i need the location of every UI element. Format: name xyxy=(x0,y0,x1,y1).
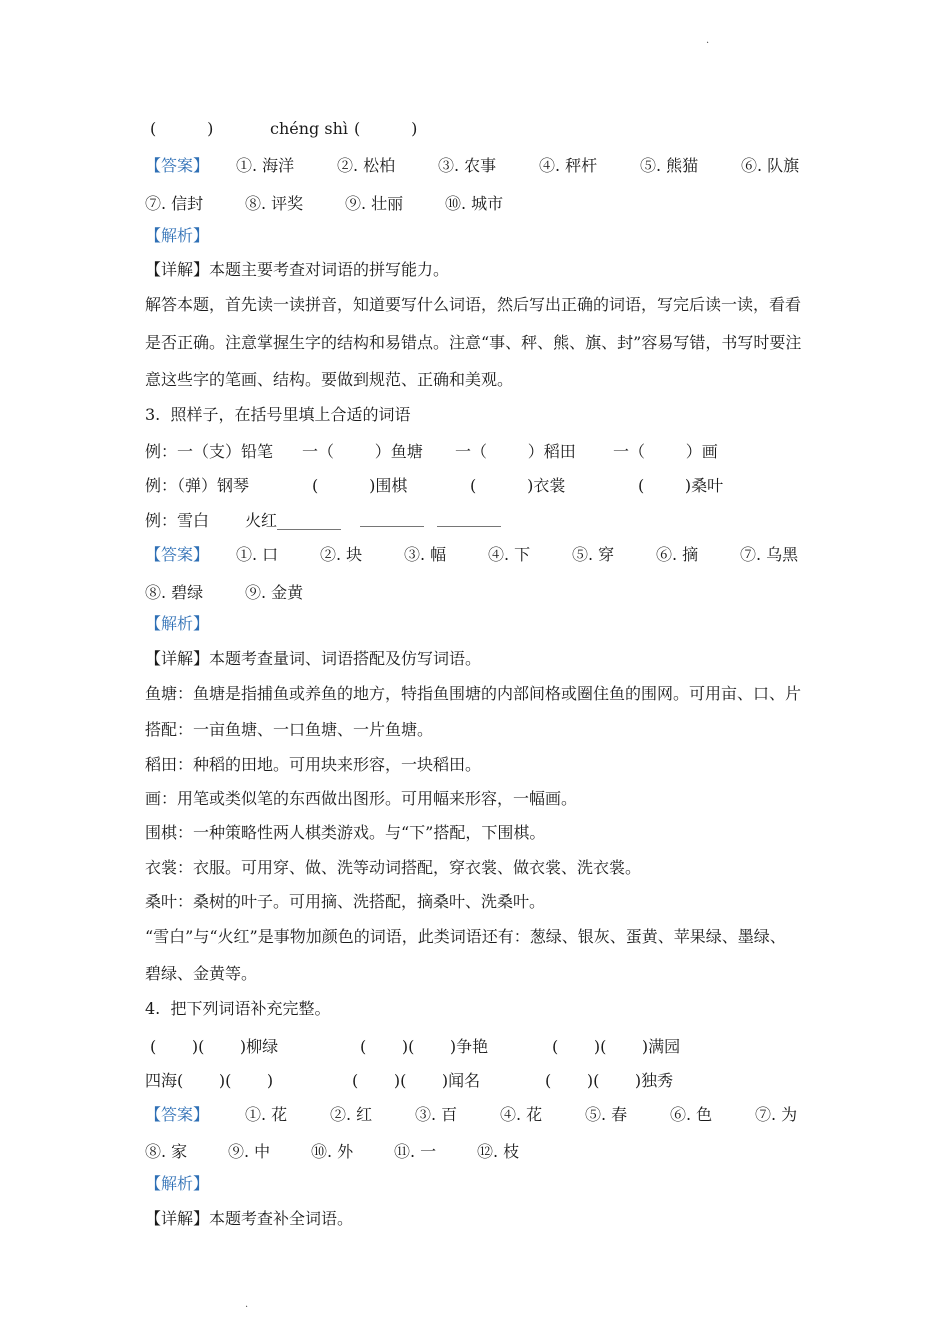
answer-item: ⑦. 信封 xyxy=(145,194,204,213)
example-item: 例：一（支）铅笔 xyxy=(145,442,274,461)
answer-item: ①. 口 xyxy=(236,545,279,564)
blank-item: ( )( )争艳 xyxy=(360,1037,489,1056)
blank-item: ( )( )闻名 xyxy=(352,1071,481,1090)
analysis-line: 鱼塘：鱼塘是指捕鱼或养鱼的地方，特指鱼围塘的内部间格或圈住鱼的围网。可用亩、口、片 xyxy=(145,684,802,703)
answer-item: ⑥. 队旗 xyxy=(741,156,800,175)
answer-item: ①. 花 xyxy=(245,1105,288,1124)
analysis-line: 画：用笔或类似笔的东西做出图形。可用幅来形容，一幅画。 xyxy=(145,789,578,808)
blank-paren: ( ) xyxy=(354,119,418,138)
footer-dot: · xyxy=(245,1302,249,1313)
example-item: 例：（弹）钢琴 xyxy=(145,476,250,495)
blank-item: ( )( )独秀 xyxy=(545,1071,674,1090)
analysis-line: 稻田：种稻的田地。可用块来形容，一块稻田。 xyxy=(145,755,482,774)
analysis-paragraph: 是否正确。注意掌握生字的结构和易错点。注意“事、秤、熊、旗、封”容易写错，书写时要注 xyxy=(145,333,802,352)
answer-item: ⑨. 金黄 xyxy=(245,583,304,602)
answer-item: ③. 幅 xyxy=(404,545,447,564)
answer-item: ⑫. 枝 xyxy=(477,1142,520,1161)
answer-tag: 【答案】 xyxy=(145,1105,210,1124)
analysis-line: “雪白”与“火红”是事物加颜色的词语，此类词语还有：葱绿、银灰、蛋黄、苹果绿、墨绿、 xyxy=(145,927,786,946)
answer-item: ⑦. 乌黑 xyxy=(740,545,799,564)
header-dot: · xyxy=(706,38,710,49)
blank-item: 火红________ xyxy=(245,511,342,530)
blank-item: ( )围棋 xyxy=(312,476,408,495)
analysis-line: 围棋：一种策略性两人棋类游戏。与“下”搭配，下围棋。 xyxy=(145,823,546,842)
question-title: 3. 照样子，在括号里填上合适的词语 xyxy=(145,405,411,424)
answer-item: ⑨. 壮丽 xyxy=(345,194,404,213)
answer-item: ⑦. 为 xyxy=(755,1105,798,1124)
analysis-line: 衣裳：衣服。可用穿、做、洗等动词搭配，穿衣裳、做衣裳、洗衣裳。 xyxy=(145,858,642,877)
analysis-tag: 【解析】 xyxy=(145,1174,210,1193)
answer-item: ⑧. 家 xyxy=(145,1142,188,1161)
answer-item: ⑤. 熊猫 xyxy=(640,156,699,175)
analysis-tag: 【解析】 xyxy=(145,614,210,633)
answer-item: ⑤. 穿 xyxy=(572,545,615,564)
answer-item: ④. 花 xyxy=(500,1105,543,1124)
detail-text: 【详解】本题考查量词、词语搭配及仿写词语。 xyxy=(145,649,482,668)
analysis-line: 碧绿、金黄等。 xyxy=(145,964,258,983)
analysis-paragraph: 解答本题，首先读一读拼音，知道要写什么词语，然后写出正确的词语，写完后读一读，看看 xyxy=(145,295,802,314)
analysis-paragraph: 意这些字的笔画、结构。要做到规范、正确和美观。 xyxy=(145,370,514,389)
answer-item: ⑥. 色 xyxy=(670,1105,713,1124)
question-title: 4. 把下列词语补充完整。 xyxy=(145,999,331,1018)
answer-item: ⑧. 碧绿 xyxy=(145,583,204,602)
detail-text: 【详解】本题主要考查对词语的拼写能力。 xyxy=(145,260,450,279)
blank-item: ( )衣裳 xyxy=(470,476,566,495)
answer-item: ③. 农事 xyxy=(438,156,497,175)
answer-item: ⑧. 评奖 xyxy=(245,194,304,213)
answer-item: ⑩. 城市 xyxy=(445,194,504,213)
answer-item: ⑩. 外 xyxy=(311,1142,354,1161)
analysis-line: 桑叶：桑树的叶子。可用摘、洗搭配，摘桑叶、洗桑叶。 xyxy=(145,892,546,911)
answer-item: ②. 松柏 xyxy=(337,156,396,175)
answer-item: ⑪. 一 xyxy=(394,1142,437,1161)
blank-item: 一（ ）稻田 xyxy=(455,442,576,461)
blank-item: ________ xyxy=(437,508,501,527)
blank-item: 四海( )( ) xyxy=(145,1071,274,1090)
blank-item: ( )( )柳绿 xyxy=(150,1037,279,1056)
blank-item: ________ xyxy=(360,508,424,527)
blank-paren: ( ) xyxy=(150,119,214,138)
blank-item: 一（ ）鱼塘 xyxy=(302,442,423,461)
answer-item: ⑤. 春 xyxy=(585,1105,628,1124)
answer-item: ①. 海洋 xyxy=(236,156,295,175)
answer-item: ④. 下 xyxy=(488,545,531,564)
analysis-line: 搭配：一亩鱼塘、一口鱼塘、一片鱼塘。 xyxy=(145,720,434,739)
answer-tag: 【答案】 xyxy=(145,156,210,175)
pinyin-chengshi: chéng shì xyxy=(270,119,348,138)
answer-item: ②. 红 xyxy=(330,1105,373,1124)
example-item: 例：雪白 xyxy=(145,511,210,530)
answer-item: ③. 百 xyxy=(415,1105,458,1124)
blank-item: 一（ ）画 xyxy=(613,442,718,461)
analysis-tag: 【解析】 xyxy=(145,226,210,245)
detail-text: 【详解】本题考查补全词语。 xyxy=(145,1209,354,1228)
blank-item: ( )( )满园 xyxy=(552,1037,681,1056)
answer-tag: 【答案】 xyxy=(145,545,210,564)
answer-item: ④. 秤杆 xyxy=(539,156,598,175)
answer-item: ⑥. 摘 xyxy=(656,545,699,564)
answer-item: ②. 块 xyxy=(320,545,363,564)
blank-item: ( )桑叶 xyxy=(638,476,724,495)
answer-item: ⑨. 中 xyxy=(228,1142,271,1161)
